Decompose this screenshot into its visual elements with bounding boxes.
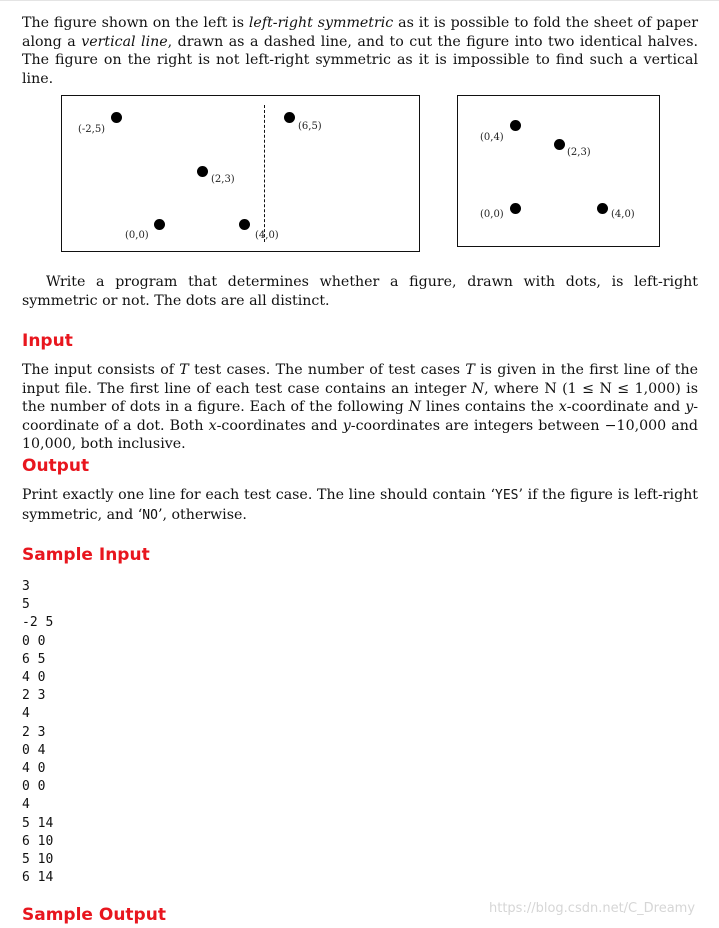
point-label: (0,4): [480, 132, 504, 143]
input-heading: Input: [22, 331, 73, 351]
dot: [154, 219, 165, 230]
sample-line: 2 3: [22, 688, 46, 704]
output-paragraph: Print exactly one line for each test case. The line should contain ‘YES’ if the figure is left-right symmetric, and ‘NO’, otherwise.: [22, 487, 698, 523]
dot: [197, 166, 208, 177]
sample-line: 5 10: [22, 852, 54, 868]
sample-input-block: [22, 578, 53, 887]
symmetric-figure: [61, 95, 420, 252]
dot: [284, 112, 295, 123]
point-label: (2,3): [211, 174, 235, 185]
sample-line: 4: [22, 797, 30, 813]
sample-line: 6 5: [22, 651, 46, 667]
point-label: (4,0): [611, 209, 635, 220]
sample-line: 5: [22, 597, 30, 613]
sample-line: 6 10: [22, 833, 54, 849]
sample-line: -2 5: [22, 615, 54, 631]
point-label: (2,3): [567, 147, 591, 158]
dot: [510, 120, 521, 131]
sample-line: 4 0: [22, 670, 46, 686]
sample-line: 0 0: [22, 633, 46, 649]
input-paragraph: The input consists of T test cases. The number of test cases T is given in the first line of the input file. The first line of each test case contains an integer N, where N (1 ≤ N ≤ 1,000) is the number of dots in a figure. Each of the following N lines contains the x-coordinate and y-coordinate of a dot. Both x-coordinates and y-coordinates are integers between −10,000 and 10,000, both inclusive.: [22, 362, 698, 452]
sample-line: 4: [22, 706, 30, 722]
asymmetric-figure: [457, 95, 660, 247]
top-border: [0, 0, 719, 1]
sample-input-heading: Sample Input: [22, 545, 150, 565]
point-label: (4,0): [255, 230, 279, 241]
sample-output-heading: Sample Output: [22, 905, 166, 925]
task-paragraph: Write a program that determines whether a figure, drawn with dots, is left-right symmetric or not. The dots are all distinct.: [22, 274, 698, 309]
output-heading: Output: [22, 456, 90, 476]
point-label: (6,5): [298, 121, 322, 132]
dot: [597, 203, 608, 214]
intro-paragraph: The figure shown on the left is left-right symmetric as it is possible to fold the sheet of paper along a vertical line, drawn as a dashed line, and to cut the figure into two identical halves. The figure on the right is not left-right symmetric as it is impossible to find such a vertical line.: [22, 15, 698, 87]
symmetry-axis: [264, 105, 265, 242]
point-label: (0,0): [125, 230, 149, 241]
point-label: (-2,5): [78, 124, 106, 135]
sample-line: 5 14: [22, 815, 54, 831]
sample-line: 2 3: [22, 724, 46, 740]
sample-line: 4 0: [22, 761, 46, 777]
dot: [510, 203, 521, 214]
sample-line: 6 14: [22, 870, 54, 886]
sample-line: 3: [22, 579, 30, 594]
sample-line: 0 0: [22, 779, 46, 795]
dot: [239, 219, 250, 230]
point-label: (0,0): [480, 209, 504, 220]
dot: [554, 139, 565, 150]
sample-line: 0 4: [22, 742, 46, 758]
dot: [111, 112, 122, 123]
watermark: https://blog.csdn.net/C_Dreamy: [489, 901, 696, 916]
